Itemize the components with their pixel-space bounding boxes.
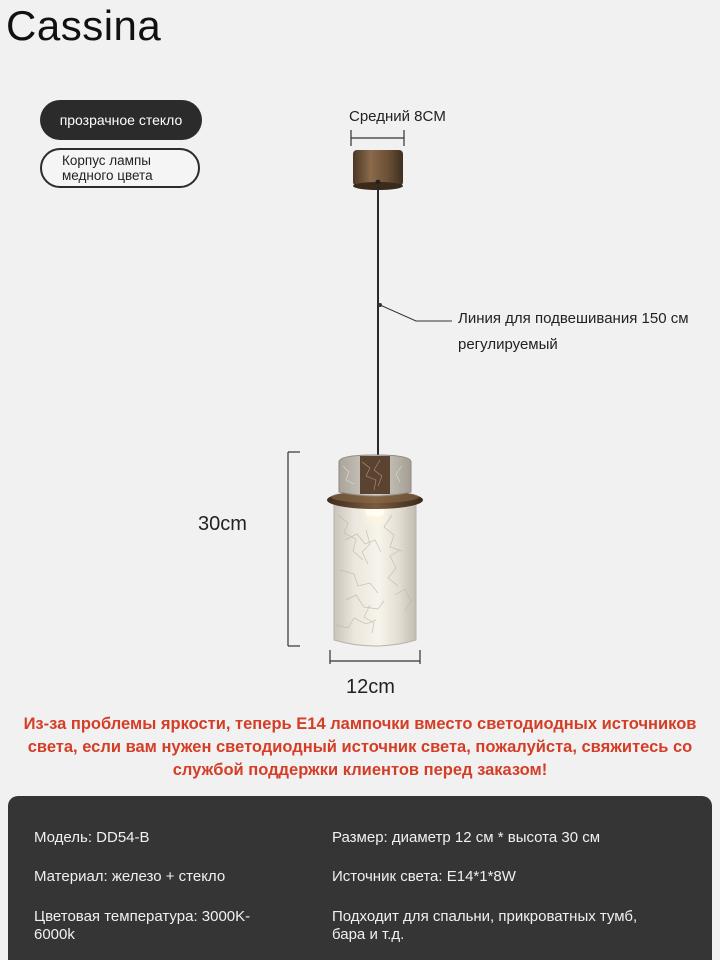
canopy-dimension-bracket — [351, 130, 404, 146]
canopy-size-label: Средний 8CM — [349, 108, 446, 125]
spec-panel — [8, 796, 712, 960]
tag-clear-glass-label: прозрачное стекло — [59, 112, 183, 128]
width-label: 12cm — [346, 676, 395, 698]
cord-adjustable-label: регулируемый — [458, 336, 558, 353]
cord-leader-dot — [378, 303, 382, 307]
ceiling-canopy — [353, 150, 403, 190]
tag-copper-body-label: Корпус лампы медного цвета — [62, 153, 153, 183]
brand-logo: Cassina — [6, 2, 162, 49]
height-dimension-bracket — [288, 452, 300, 646]
top-glass-cap — [339, 455, 411, 496]
cord-leader-line — [380, 305, 452, 321]
spec-suitable-for: Подходит для спальни, прикроватных тумб, бара и т.д. — [332, 908, 638, 943]
spec-color-temperature: Цветовая температура: 3000K-6000k — [34, 908, 251, 943]
height-label: 30cm — [198, 513, 247, 535]
width-dimension-bracket — [330, 650, 420, 664]
spec-light-source: Источник света: E14*1*8W — [332, 868, 516, 885]
spec-material: Материал: железо + стекло — [34, 868, 226, 885]
cord-length-label: Линия для подвешивания 150 см — [458, 310, 689, 327]
brightness-warning: Из-за проблемы яркости, теперь E14 лампочки вместо светодиодных источников света, если вам нужен светодиодный источник света, пожалуйста, свяжитесь со службой поддержки клиентов перед заказом! — [23, 715, 697, 779]
spec-model: Модель: DD54-B — [34, 829, 150, 846]
spec-size: Размер: диаметр 12 см * высота 30 см — [332, 829, 601, 846]
